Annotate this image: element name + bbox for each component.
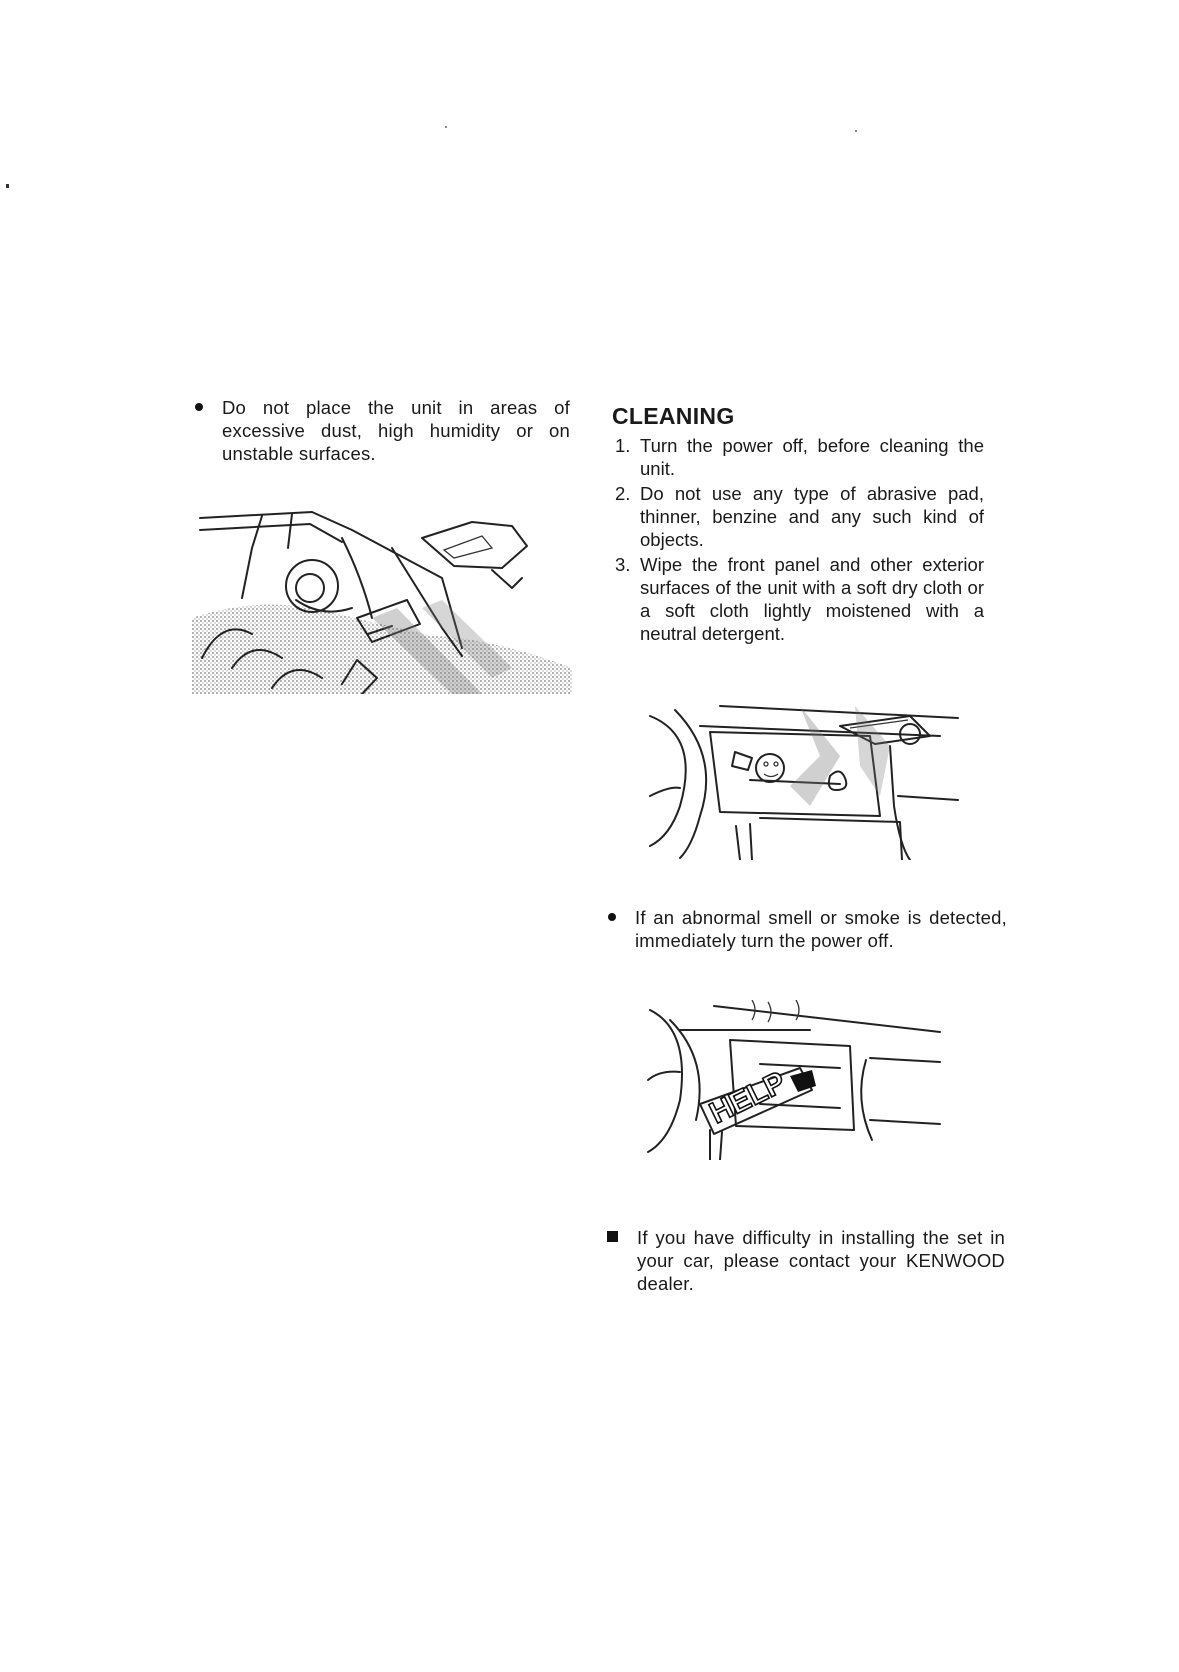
cleaning-steps xyxy=(612,434,984,645)
cleaning-step: 2. Do not use any type of abrasive pad, thinner, benzine and any such kind of objects. xyxy=(615,483,984,550)
right-column xyxy=(612,402,984,647)
placement-warning xyxy=(192,396,570,465)
cleaning-heading: CLEANING xyxy=(612,403,735,429)
scan-speck xyxy=(445,126,447,128)
cleaning-step: 1. Turn the power off, before cleaning the unit. xyxy=(615,435,984,479)
dusty-car-illustration xyxy=(192,508,572,694)
round-bullet-icon xyxy=(608,913,616,921)
square-bullet-icon xyxy=(607,1231,618,1242)
dealer-note-text: If you have difficulty in installing the set in your car, please contact your KENWOOD dealer. xyxy=(637,1227,1005,1294)
cleaning-step: 3. Wipe the front panel and other exterior surfaces of the unit with a soft dry cloth or a soft cloth lightly moistened with a neutral detergent. xyxy=(615,554,984,644)
placement-warning-text: Do not place the unit in areas of excessive dust, high humidity or on unstable surfaces. xyxy=(222,397,570,464)
smoke-warning-text: If an abnormal smell or smoke is detected, immediately turn the power off. xyxy=(635,907,1007,951)
left-column xyxy=(192,396,570,465)
smoke-warning xyxy=(605,906,1007,952)
help-illustration xyxy=(640,1000,946,1160)
cleaning-illustration xyxy=(640,696,960,860)
round-bullet-icon xyxy=(195,403,203,411)
help-label: HELP xyxy=(704,1065,791,1131)
dealer-note xyxy=(607,1226,1005,1295)
scan-speck xyxy=(855,130,857,132)
scan-speck xyxy=(6,184,9,188)
